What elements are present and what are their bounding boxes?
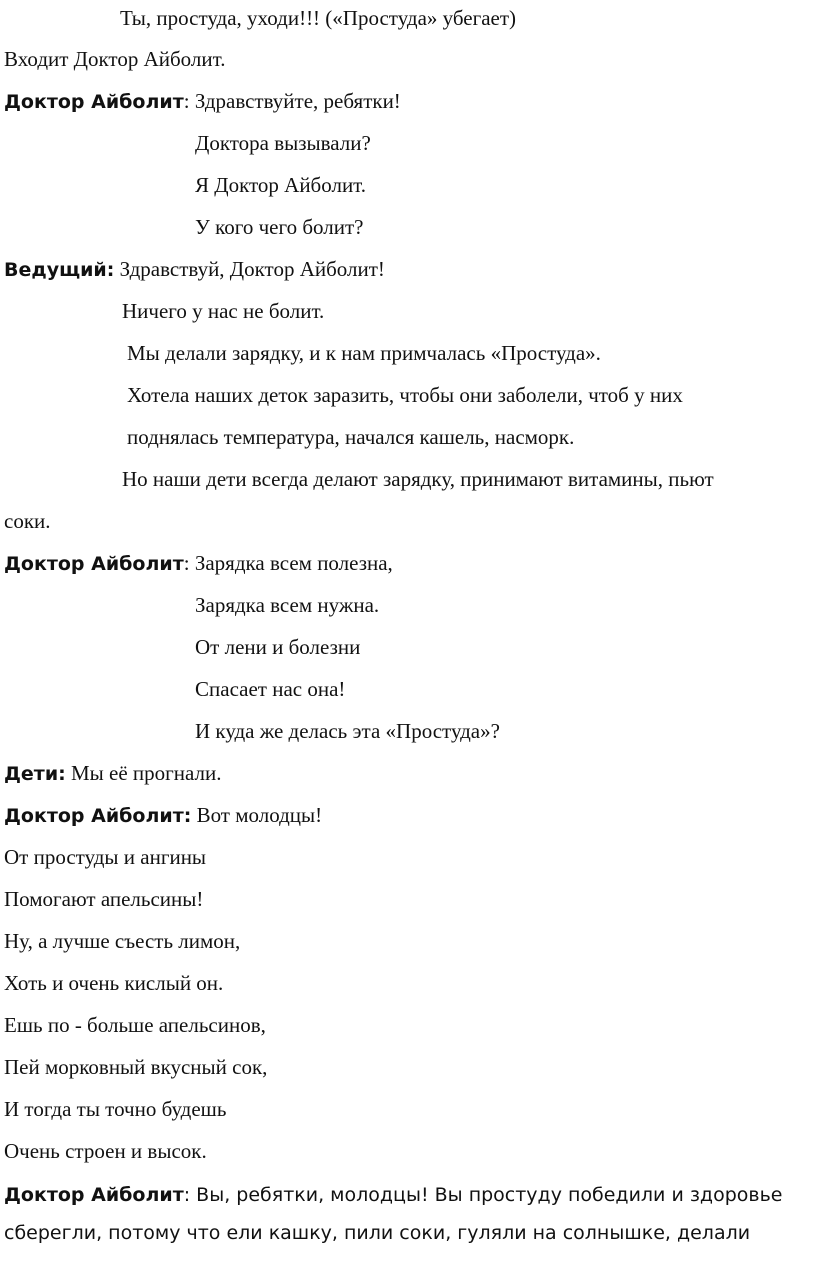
dialogue-line: Я Доктор Айболит. — [195, 173, 367, 197]
speaker-name: Доктор Айболит: — [4, 805, 192, 827]
script-line: Ты, простуда, уходи!!! («Простуда» убегает) — [120, 6, 517, 30]
dialogue-line — [4, 1182, 782, 1208]
dialogue-line: Мы делали зарядку, и к нам примчалась «Простуда». — [127, 341, 601, 365]
speaker-name: Ведущий: — [4, 259, 115, 281]
poem-line: Хоть и очень кислый он. — [4, 971, 224, 995]
poem-line: Помогают апельсины! — [4, 887, 204, 911]
poem-line: От простуды и ангины — [4, 845, 207, 869]
dialogue-text: Мы её прогнали. — [65, 761, 222, 785]
dialogue-line — [4, 760, 221, 787]
dialogue-text: : Зарядка всем полезна, — [183, 551, 393, 575]
dialogue-text: Вот молодцы! — [191, 803, 323, 827]
poem-line: Ну, а лучше съесть лимон, — [4, 929, 241, 953]
speaker-name: Доктор Айболит — [4, 553, 184, 575]
dialogue-line: поднялась температура, начался кашель, насморк. — [127, 425, 575, 449]
dialogue-line: Хотела наших деток заразить, чтобы они заболели, чтоб у них — [127, 383, 683, 407]
dialogue-line: Доктора вызывали? — [195, 131, 371, 155]
speaker-name: Дети: — [4, 763, 66, 785]
dialogue-line: Спасает нас она! — [195, 677, 346, 701]
poem-line: Пей морковный вкусный сок, — [4, 1055, 268, 1079]
dialogue-line: У кого чего болит? — [195, 215, 364, 239]
dialogue-line: соки. — [4, 509, 51, 533]
dialogue-line — [4, 550, 393, 577]
dialogue-line: И куда же делась эта «Простуда»? — [195, 719, 500, 743]
dialogue-line — [4, 802, 322, 829]
dialogue-text: : Вы, ребятки, молодцы! Вы простуду победили и здоровье — [183, 1184, 783, 1206]
speaker-name: Доктор Айболит — [4, 1184, 184, 1206]
dialogue-line: От лени и болезни — [195, 635, 361, 659]
dialogue-line — [4, 88, 401, 115]
poem-line: Очень строен и высок. — [4, 1139, 207, 1163]
dialogue-line: Но наши дети всегда делают зарядку, принимают витамины, пьют — [122, 467, 714, 491]
dialogue-line: Зарядка всем нужна. — [195, 593, 380, 617]
dialogue-line: сберегли, потому что ели кашку, пили соки, гуляли на солнышке, делали — [4, 1222, 751, 1244]
poem-line: Ешь по - больше апельсинов, — [4, 1013, 266, 1037]
poem-line: И тогда ты точно будешь — [4, 1097, 227, 1121]
dialogue-text: : Здравствуйте, ребятки! — [183, 89, 401, 113]
speaker-name: Доктор Айболит — [4, 91, 184, 113]
stage-direction: Входит Доктор Айболит. — [4, 47, 226, 71]
dialogue-text: Здравствуй, Доктор Айболит! — [114, 257, 385, 281]
dialogue-line — [4, 256, 385, 283]
dialogue-line: Ничего у нас не болит. — [122, 299, 325, 323]
